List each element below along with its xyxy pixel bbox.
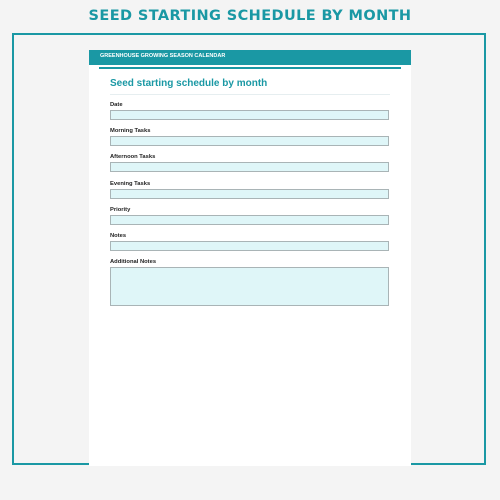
afternoon-tasks-field[interactable]: [110, 162, 389, 172]
priority-field[interactable]: [110, 215, 389, 225]
form-title: Seed starting schedule by month: [110, 78, 268, 89]
header-divider: [99, 67, 401, 69]
page-heading: SEED STARTING SCHEDULE BY MONTH: [88, 8, 412, 24]
date-label: Date: [110, 102, 123, 108]
evening-tasks-label: Evening Tasks: [110, 181, 151, 187]
afternoon-tasks-label: Afternoon Tasks: [110, 154, 156, 160]
sheet-header-title: GREENHOUSE GROWING SEASON CALENDAR: [100, 53, 226, 59]
sheet-header-bar: [89, 50, 411, 65]
title-divider: [110, 94, 390, 95]
notes-field[interactable]: [110, 241, 389, 251]
additional-notes-field[interactable]: [110, 267, 389, 306]
form-sheet: [89, 50, 411, 466]
morning-tasks-label: Morning Tasks: [110, 128, 151, 134]
additional-notes-label: Additional Notes: [110, 259, 157, 265]
date-field[interactable]: [110, 110, 389, 120]
evening-tasks-field[interactable]: [110, 189, 389, 199]
notes-label: Notes: [110, 233, 127, 239]
priority-label: Priority: [110, 207, 131, 213]
morning-tasks-field[interactable]: [110, 136, 389, 146]
